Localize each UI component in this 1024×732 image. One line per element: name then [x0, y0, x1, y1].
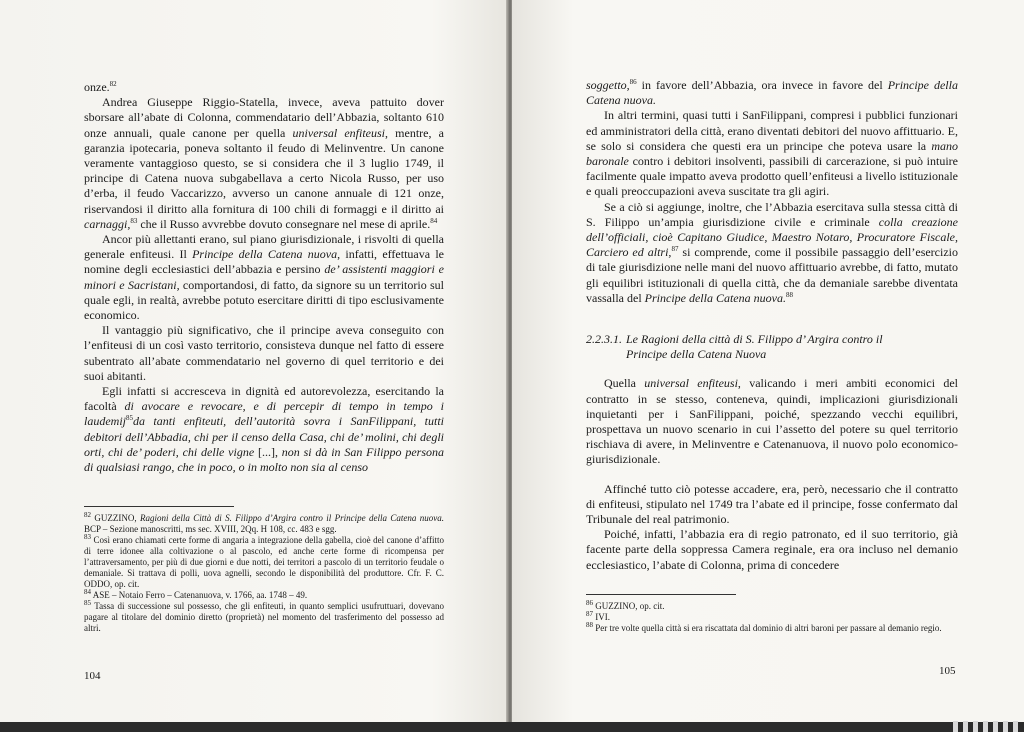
text-run: GUZZINO, op. cit. — [593, 601, 665, 611]
footnote-ref: 88 — [785, 290, 793, 299]
footnote — [84, 535, 444, 590]
italic-text: universal enfiteusi — [292, 125, 386, 140]
footnote — [84, 513, 444, 535]
paragraph — [84, 232, 444, 323]
text-run: IVI. — [593, 612, 610, 622]
footnote — [586, 601, 958, 612]
page-number-right: 105 — [939, 665, 956, 677]
text-run: Poiché, infatti, l’abbazia era di regio patronato, ed il suo territorio, già facente parte della soppressa Camera reginale, era ora incluso nel demanio ecclesiastico, l’abate di Colonna, prima di concedere — [586, 527, 958, 572]
paragraph — [586, 108, 958, 199]
footnote-ref: 84 — [430, 216, 438, 225]
italic-text: mano baronale — [586, 138, 958, 169]
italic-text: colla creazione dell’officiali, cioè Capitano Giudice, Maestro Notaro, Procuratore Fiscale, Carciero ed altri, — [586, 214, 958, 260]
footnote-ref: 85 — [84, 599, 91, 607]
footnote-ref: 86 — [586, 599, 593, 607]
footnote-ref: 82 — [109, 80, 117, 88]
text-run: comportandosi, di fatto, da signore su un territorio sul quale egli, in realtà, avrebbe potuto esercitare diritti di tipo esclusivamente economico. — [84, 277, 445, 323]
footnote-ref: 83 — [130, 216, 138, 225]
text-run: si comprende, come il possibile passaggio dell’esercizio di tale giurisdizione nelle mani del nuovo affittuario avrebbe, di fatto, mutato gli equilibri istituzionali di quella città, che da demaniale sarebbe diventata vassalla del — [586, 245, 959, 305]
text-run: Ancor più allettanti erano, sul piano giurisdizionale, i risvolti di quella generale enfiteusi. Il — [84, 232, 444, 262]
text-run: Andrea Giuseppe Riggio-Statella, invece, aveva pattuito dover sborsare all’abate di Colonna, commendatario dell’Abbazia, soltanto 610 onze annuali, quale canone per quella — [84, 95, 444, 140]
text-run: In altri termini, quasi tutti i SanFilippani, compresi i pubblici funzionari ed amministratori della città, erano diventati debitori del nuovo affittuario. E, se solo si considera che questi era un principe che poteva usare la — [586, 108, 958, 153]
section-title-line1: Le Ragioni della città di S. Filippo d’ Argira contro il — [626, 332, 883, 347]
footnote-ref: 86 — [629, 78, 637, 86]
italic-text: non si dà in San Filippo persona di qualsiasi rango, che in poco, o in molto non sia al censo — [84, 444, 444, 475]
paragraph — [586, 376, 958, 467]
text-run: GUZZINO, — [91, 513, 141, 523]
text-run: Quella — [604, 376, 645, 391]
footnote — [84, 590, 444, 601]
text-run: Il vantaggio più significativo, che il principe aveva conseguito con l’enfiteusi di un così vasto territorio, consisteva dunque nel fatto di essere subentrato all’abate commendatario nel governo di quel territorio e dei suoi abitanti. — [84, 323, 444, 383]
paragraph — [586, 78, 958, 108]
text-run: in favore dell’Abbazia, ora invece in favore del — [636, 78, 888, 92]
text-run: ASE – Notaio Ferro – Catenanuova, v. 1766, aa. 1748 – 49. — [91, 590, 308, 600]
italic-text: soggetto, — [586, 78, 630, 92]
italic-text: carnaggi, — [84, 216, 131, 231]
left-page — [0, 0, 508, 722]
italic-text: Ragioni della Città di S. Filippo d’Argira contro il Principe della Catena nuova. — [140, 513, 444, 523]
left-footnotes — [84, 506, 444, 634]
footnote-ref: 84 — [84, 588, 91, 596]
text-run: onze. — [84, 80, 110, 94]
italic-text: Principe della Catena nuova. — [644, 290, 786, 305]
text-run: , valicando i meri ambiti economici del contratto in se stesso, conteneva, quindi, implicazioni giurisdizionali inquietanti per i SanFilippani, poiché, spezzando vecchi equilibri, prospettava un nuovo scenario in cui l’assetto del potere su quel territorio rischiava di avere, in Melinventre e Catenanuova, il nuovo polo economico-giurisdizionale. — [586, 376, 958, 467]
right-footnotes — [586, 594, 958, 634]
paragraph — [586, 527, 958, 573]
text-run: Per tre volte quella città si era riscattata dal dominio di altri baroni per passare al demanio regio. — [593, 623, 942, 633]
footnote-rule — [84, 506, 234, 507]
footnote-rule — [586, 594, 736, 595]
paragraph — [84, 323, 444, 384]
footnote-ref: 87 — [586, 610, 593, 618]
scan-bottom-edge — [0, 722, 1024, 732]
text-run: [...], — [254, 444, 282, 459]
text-run: Tassa di successione sul possesso, che gli enfiteuti, in quanto semplici usufruttuari, dovevano pagare al titolare del dominio diretto (proprietà) nel momento del trasferimento del possesso ad altri. — [84, 601, 444, 633]
italic-text: de’ assistenti maggiori e minori e Sacristani, — [84, 262, 444, 292]
footnote-ref: 83 — [84, 533, 91, 541]
paragraph — [586, 482, 958, 528]
italic-text: Principe della Catena nuova. — [586, 78, 958, 108]
text-run: contro i debitori insolventi, passibili di carcerazione, si può intuire facilmente quale impatto aveva prodotto quell’enfiteusi a livello istituzionale e quali preoccupazioni aveva suscitate tra gli agiri. — [586, 154, 958, 199]
right-body-text — [586, 78, 958, 573]
footnote-ref: 87 — [671, 245, 679, 254]
section-heading — [586, 332, 958, 362]
italic-text: da tanti enfiteuti, dell’autorità sovra i SanFilippani, tutti debitori dell’Abbadia, chi per il censo della Casa, chi de’ molini, chi degli orti, chi de’ poderi, chi delle vigne — [84, 414, 444, 459]
text-run: Egli infatti si accresceva in dignità ed autorevolezza, esercitando la facoltà — [84, 384, 444, 414]
italic-text: universal enfiteusi — [644, 376, 738, 391]
text-run: Affinché tutto ciò potesse accadere, era, però, necessario che il contratto di enfiteusi, stipulato nel 1749 tra l’abate ed il principe, fosse confermato dal Tribunale del real patrimonio. — [586, 481, 958, 527]
text-run: che il Russo avvrebbe dovuto consegnare nel mese di aprile. — [137, 216, 431, 231]
paragraph — [586, 200, 958, 306]
footnote — [586, 612, 958, 623]
paragraph — [84, 95, 444, 232]
text-run: Così erano chiamati certe forme di angaria a integrazione della gabella, cioè del canone d’affitto di terre idonee alla coltivazione o al pascolo, ed anche certe forme di ricompensa per l’attraversamento, per più di due giorni e due notti, dei territori a pascolo di un territorio feudale o demaniale. Si trattava di polli, uova agnelli, secondo le disponibilità del produttore. Cfr. F. C. ODDO, op. cit. — [84, 535, 444, 589]
paragraph — [84, 80, 444, 95]
text-run: , infatti, effettuava le nomine degli ecclesiastici dell’abbazia e persino — [84, 247, 444, 277]
section-number: 2.2.3.1. — [586, 332, 622, 347]
footnote-ref: 88 — [586, 621, 593, 629]
footnote — [84, 601, 444, 634]
footnote-ref: 85 — [126, 414, 133, 423]
page-edge-marks — [953, 721, 1018, 732]
italic-text: Principe della Catena nuova — [192, 247, 338, 262]
right-page — [512, 0, 1024, 722]
italic-text: di avocare e revocare, e di percepir di tempo in tempo i laudemij — [84, 399, 444, 429]
text-run: BCP – Sezione manoscritti, ms sec. XVIII, 2Qq. H 108, cc. 483 e sgg. — [84, 524, 337, 534]
page-number-left: 104 — [84, 670, 101, 682]
left-body-text — [84, 80, 444, 475]
footnote-ref: 82 — [84, 511, 91, 519]
section-title-line2: Principe della Catena Nuova — [626, 347, 767, 362]
text-run: Se a ciò si aggiunge, inoltre, che l’Abbazia esercitava sulla stessa città di S. Filippo un’ampia giurisdizione civile e criminale — [586, 199, 958, 229]
text-run: , mentre, a garanzia ipotecaria, poneva soltanto il feudo di Melinventre. Un canone veramente vantaggioso questo, se si considera che il 3 luglio 1749, il principe di Catena nuova subgabellava a certo Nicola Russo, per uso d’erba, il feudo Vaccarizzo, avverso un canone annuale di 121 onze, riservandosi il diritto alla fornitura di 100 chili di formaggi e il diritto ai — [84, 125, 444, 216]
footnote — [586, 623, 958, 634]
paragraph — [84, 384, 444, 475]
